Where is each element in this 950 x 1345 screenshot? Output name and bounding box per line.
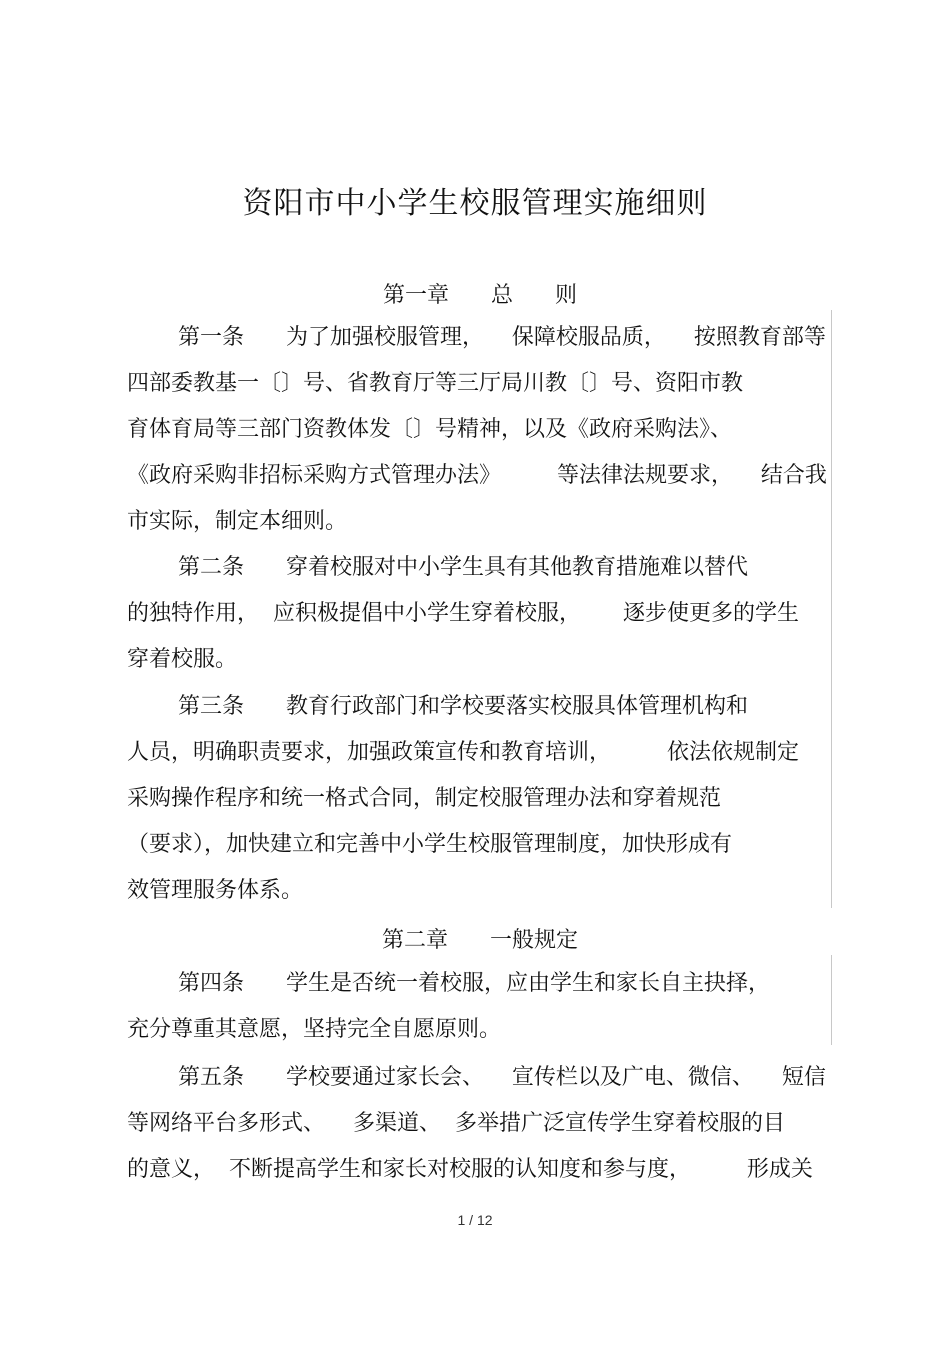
- article-1-line-1: 第一条 为了加强校服管理， 保障校服品质， 按照教育部等: [178, 325, 826, 350]
- article-1-line-2: 四部委教基一〔〕号、省教育厅等三厅局川教〔〕号、资阳市教: [127, 371, 744, 396]
- margin-rule-2: [831, 955, 832, 1045]
- article-2-line-2: 的独特作用， 应积极提倡中小学生穿着校服， 逐步使更多的学生: [127, 601, 799, 626]
- article-2-line-3: 穿着校服。: [127, 647, 238, 672]
- article-4-line-1: 第四条 学生是否统一着校服，应由学生和家长自主抉择，: [178, 971, 770, 996]
- article-5-line-1: 第五条 学校要通过家长会、 宣传栏以及广电、微信、 短信: [178, 1065, 826, 1090]
- chapter-heading-1: 第一章 总 则: [383, 283, 577, 308]
- article-3-line-2: 人员，明确职责要求，加强政策宣传和教育培训， 依法依规制定: [127, 740, 799, 765]
- article-4-line-2: 充分尊重其意愿，坚持完全自愿原则。: [127, 1017, 502, 1042]
- article-3-line-4: （要求），加快建立和完善中小学生校服管理制度，加快形成有: [127, 832, 733, 857]
- article-2-line-1: 第二条 穿着校服对中小学生具有其他教育措施难以替代: [178, 555, 748, 580]
- article-3-line-5: 效管理服务体系。: [127, 878, 304, 903]
- page-number: 1 / 12: [457, 1212, 493, 1228]
- article-1-line-4: 《政府采购非招标采购方式管理办法》 等法律法规要求， 结合我: [127, 463, 827, 488]
- chapter-heading-2: 第二章 一般规定: [382, 928, 578, 953]
- document-title: 资阳市中小学生校服管理实施细则: [242, 186, 708, 221]
- article-3-line-3: 采购操作程序和统一格式合同，制定校服管理办法和穿着规范: [127, 786, 722, 811]
- article-1-line-5: 市实际，制定本细则。: [127, 509, 348, 534]
- article-3-line-1: 第三条 教育行政部门和学校要落实校服具体管理机构和: [178, 694, 748, 719]
- article-1-line-3: 育体育局等三部门资教体发〔〕号精神，以及《政府采购法》、: [127, 417, 733, 442]
- margin-rule-1: [831, 310, 832, 908]
- article-5-line-3: 的意义， 不断提高学生和家长对校服的认知度和参与度， 形成关: [127, 1157, 813, 1182]
- article-5-line-2: 等网络平台多形式、 多渠道、 多举措广泛宣传学生穿着校服的目: [127, 1111, 785, 1136]
